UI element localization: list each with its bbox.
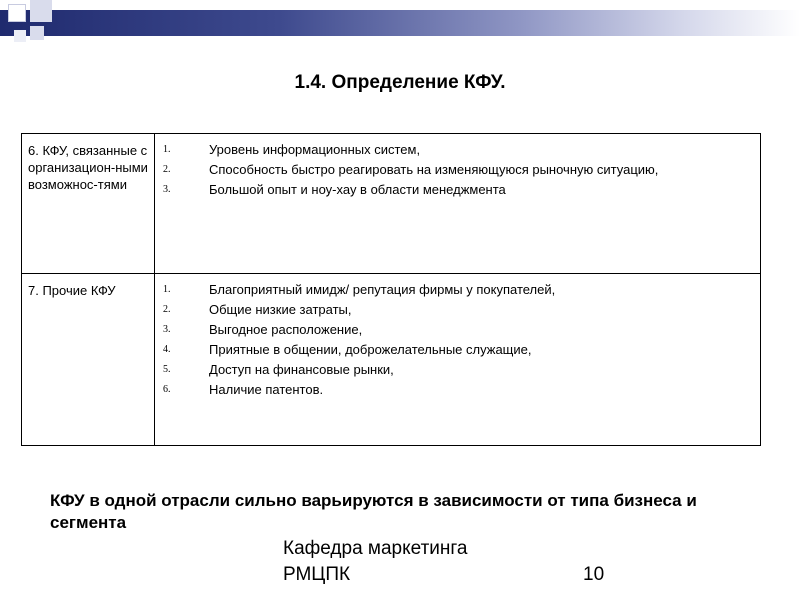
item-number: 1. xyxy=(163,284,171,295)
list-item xyxy=(161,280,754,300)
footer xyxy=(283,536,613,588)
item-list xyxy=(161,280,754,400)
item-text: Выгодное расположение, xyxy=(209,322,363,337)
category-cell xyxy=(22,274,155,446)
list-item xyxy=(161,140,754,160)
item-text: Уровень информационных систем, xyxy=(209,142,421,157)
item-text: Наличие патентов. xyxy=(209,382,324,397)
table-row xyxy=(22,134,761,274)
item-number: 4. xyxy=(163,344,171,355)
item-text: Доступ на финансовые рынки, xyxy=(209,362,394,377)
item-text: Способность быстро реагировать на изменяющуюся рыночную ситуацию, xyxy=(209,162,659,177)
footer-department: Кафедра маркетинга xyxy=(283,538,468,559)
item-number: 3. xyxy=(163,184,171,195)
item-number: 2. xyxy=(163,164,171,175)
footer-organization: РМЦПК xyxy=(283,564,351,585)
list-item xyxy=(161,300,754,320)
item-number: 1. xyxy=(163,144,171,155)
header-decoration-band xyxy=(0,10,800,36)
list-item xyxy=(161,360,754,380)
header-decoration-square xyxy=(30,0,52,22)
category-cell xyxy=(22,134,155,274)
header-decoration-square xyxy=(8,4,26,22)
item-text: Благоприятный имидж/ репутация фирмы у покупателей, xyxy=(209,282,556,297)
kfu-table xyxy=(21,133,761,446)
header-decoration-square xyxy=(30,26,44,40)
item-number: 3. xyxy=(163,324,171,335)
list-item xyxy=(161,320,754,340)
list-item xyxy=(161,340,754,360)
category-label: 6. КФУ, связанные с организацион-ными возможнос-тями xyxy=(28,143,148,192)
item-text: Общие низкие затраты, xyxy=(209,302,352,317)
slide-title: 1.4. Определение КФУ. xyxy=(294,72,506,93)
header-decoration-square xyxy=(14,30,26,42)
category-label: 7. Прочие КФУ xyxy=(28,283,116,298)
list-item xyxy=(161,160,754,180)
item-text: Приятные в общении, доброжелательные служащие, xyxy=(209,342,532,357)
items-cell xyxy=(155,274,761,446)
summary-note: КФУ в одной отрасли сильно варьируются в зависимости от типа бизнеса и сегмента xyxy=(50,491,697,532)
page-number: 10 xyxy=(583,564,605,585)
item-number: 5. xyxy=(163,364,171,375)
item-list xyxy=(161,140,754,200)
item-number: 6. xyxy=(163,384,171,395)
table-row xyxy=(22,274,761,446)
list-item xyxy=(161,180,754,200)
item-text: Большой опыт и ноу-хау в области менеджмента xyxy=(209,182,506,197)
item-number: 2. xyxy=(163,304,171,315)
items-cell xyxy=(155,134,761,274)
list-item xyxy=(161,380,754,400)
